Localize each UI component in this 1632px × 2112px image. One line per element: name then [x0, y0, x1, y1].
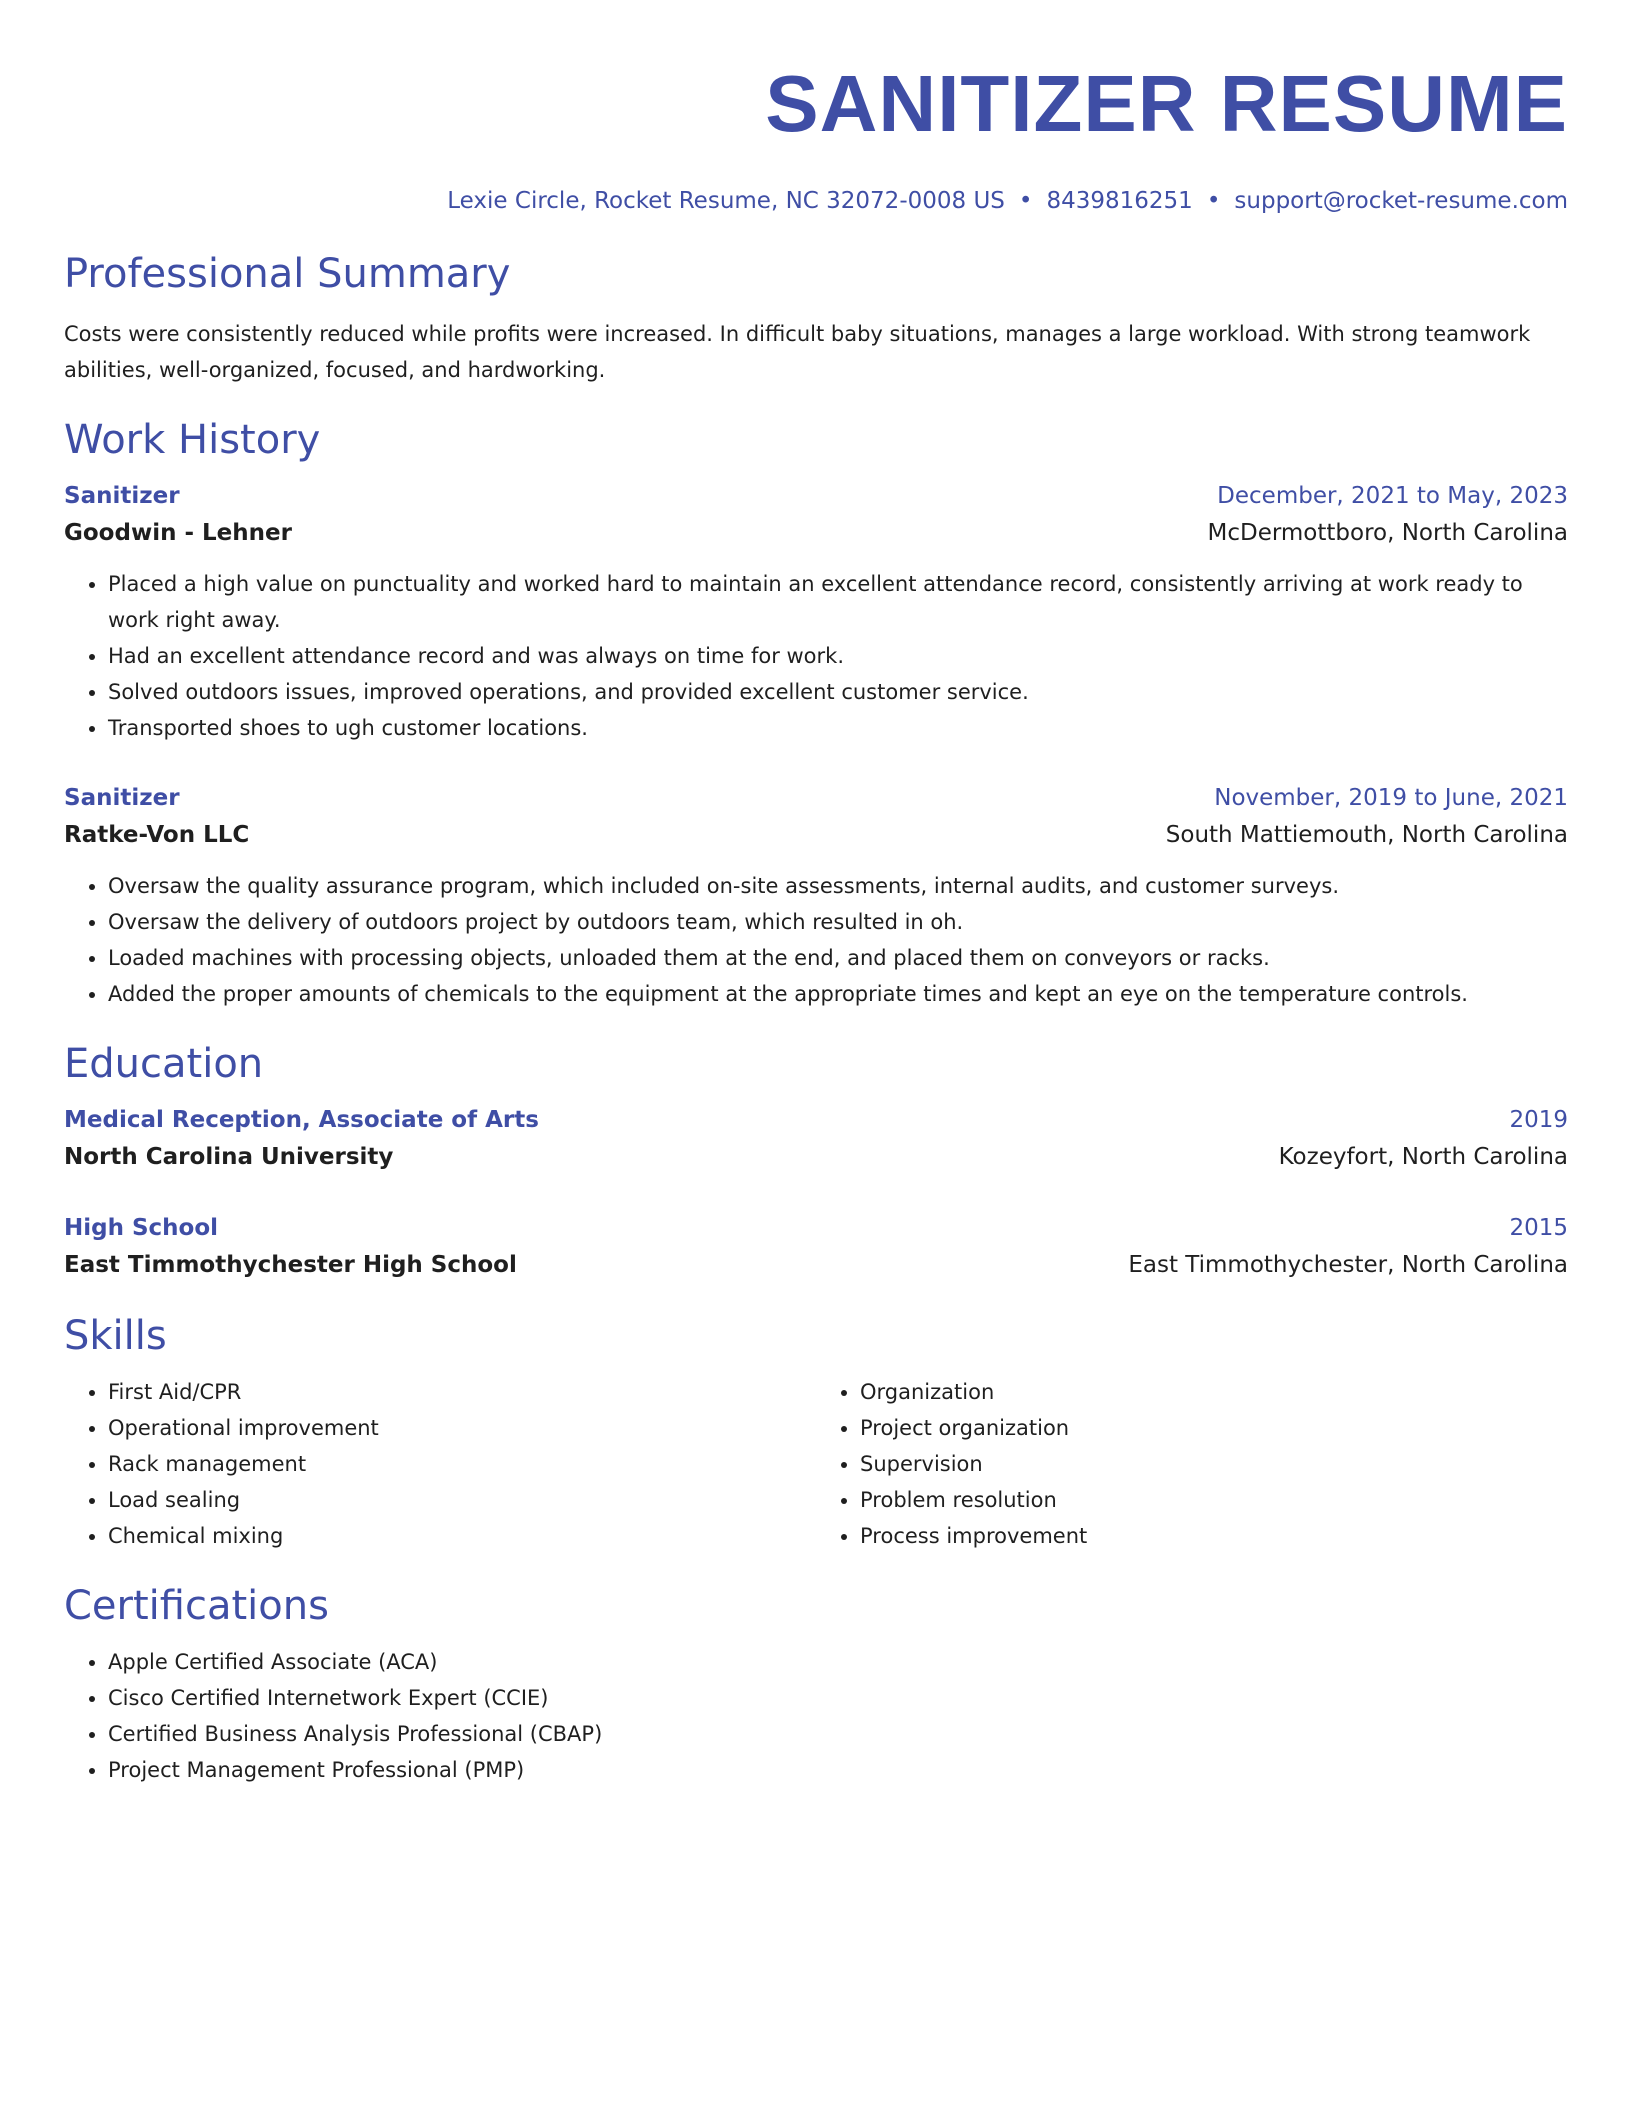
work-history-section: [64, 416, 1568, 1012]
certifications-section: [64, 1582, 1568, 1788]
section-title-certifications: Certifications: [64, 1583, 329, 1629]
summary-section: [64, 250, 1568, 388]
list-item: • Apple Certified Associate (ACA): [108, 1644, 1568, 1680]
degree-name: Medical Reception, Associate of Arts: [64, 1107, 539, 1133]
list-item: • Solved outdoors issues, improved operations, and provided excellent customer service.: [108, 674, 1568, 710]
job-title-row: [64, 780, 1568, 816]
job-employer: Goodwin - Lehner: [64, 520, 292, 546]
school-name: East Timmothychester High School: [64, 1252, 517, 1278]
list-item: • Organization: [860, 1374, 1568, 1410]
skills-list-right: [816, 1374, 1568, 1554]
school-name: North Carolina University: [64, 1144, 394, 1170]
list-item: • Operational improvement: [108, 1410, 816, 1446]
list-item: • First Aid/CPR: [108, 1374, 816, 1410]
summary-text: Costs were consistently reduced while profits were increased. In difficult baby situations, manages a large workload. With strong teamwork abilities, well-organized, focused, and hardworking.: [64, 322, 1531, 382]
education-entry: [64, 1102, 1568, 1176]
section-title-summary: Professional Summary: [64, 251, 511, 297]
job-title: Sanitizer: [64, 785, 180, 811]
contact-separator: •: [1018, 188, 1033, 214]
skills-section: [64, 1312, 1568, 1554]
degree-year: 2015: [1509, 1215, 1568, 1241]
job-title-row: [64, 478, 1568, 514]
job-bullets: [64, 868, 1568, 1012]
contact-line: [64, 186, 1568, 216]
list-item: • Had an excellent attendance record and was always on time for work.: [108, 638, 1568, 674]
section-title-work-history: Work History: [64, 417, 321, 463]
education-entry: [64, 1210, 1568, 1284]
job-employer: Ratke-Von LLC: [64, 822, 250, 848]
section-title-education: Education: [64, 1041, 264, 1087]
list-item: • Load sealing: [108, 1482, 816, 1518]
job-dates: December, 2021 to May, 2023: [1217, 483, 1568, 509]
degree-row: [64, 1210, 1568, 1246]
list-item: • Supervision: [860, 1446, 1568, 1482]
list-item: • Project organization: [860, 1410, 1568, 1446]
list-item: • Rack management: [108, 1446, 816, 1482]
list-item: • Added the proper amounts of chemicals to the equipment at the appropriate times and kept an eye on the temperature controls.: [108, 976, 1568, 1012]
school-row: [64, 1138, 1568, 1176]
job-entry: [64, 780, 1568, 1012]
resume-name: SANITIZER RESUME: [765, 59, 1568, 148]
job-employer-row: [64, 816, 1568, 854]
job-entry: [64, 478, 1568, 746]
list-item: • Project Management Professional (PMP): [108, 1752, 1568, 1788]
job-location: McDermottboro, North Carolina: [1207, 520, 1568, 546]
degree-name: High School: [64, 1215, 219, 1241]
list-item: • Certified Business Analysis Professional (CBAP): [108, 1716, 1568, 1752]
contact-address: Lexie Circle, Rocket Resume, NC 32072-0008 US: [447, 188, 1005, 214]
education-section: [64, 1040, 1568, 1284]
contact-separator: •: [1206, 188, 1221, 214]
list-item: • Placed a high value on punctuality and worked hard to maintain an excellent attendance record, consistently arriving at work ready to work right away.: [108, 566, 1568, 638]
degree-row: [64, 1102, 1568, 1138]
skills-grid: [64, 1360, 1568, 1554]
school-location: East Timmothychester, North Carolina: [1128, 1252, 1568, 1278]
job-dates: November, 2019 to June, 2021: [1214, 785, 1568, 811]
list-item: • Cisco Certified Internetwork Expert (CCIE): [108, 1680, 1568, 1716]
contact-phone: 8439816251: [1046, 188, 1193, 214]
school-row: [64, 1246, 1568, 1284]
list-item: • Oversaw the quality assurance program, which included on-site assessments, internal audits, and customer surveys.: [108, 868, 1568, 904]
contact-email[interactable]: support@rocket-resume.com: [1234, 188, 1568, 214]
section-title-skills: Skills: [64, 1313, 167, 1359]
list-item: • Process improvement: [860, 1518, 1568, 1554]
list-item: • Transported shoes to ugh customer locations.: [108, 710, 1568, 746]
school-location: Kozeyfort, North Carolina: [1278, 1144, 1568, 1170]
certifications-list: [64, 1644, 1568, 1788]
resume-header: [64, 0, 1568, 216]
degree-year: 2019: [1509, 1107, 1568, 1133]
skills-list-left: [64, 1374, 816, 1554]
job-location: South Mattiemouth, North Carolina: [1165, 822, 1568, 848]
list-item: • Problem resolution: [860, 1482, 1568, 1518]
job-employer-row: [64, 514, 1568, 552]
list-item: • Loaded machines with processing objects, unloaded them at the end, and placed them on conveyors or racks.: [108, 940, 1568, 976]
job-bullets: [64, 566, 1568, 746]
list-item: • Oversaw the delivery of outdoors project by outdoors team, which resulted in oh.: [108, 904, 1568, 940]
list-item: • Chemical mixing: [108, 1518, 816, 1554]
job-title: Sanitizer: [64, 483, 180, 509]
